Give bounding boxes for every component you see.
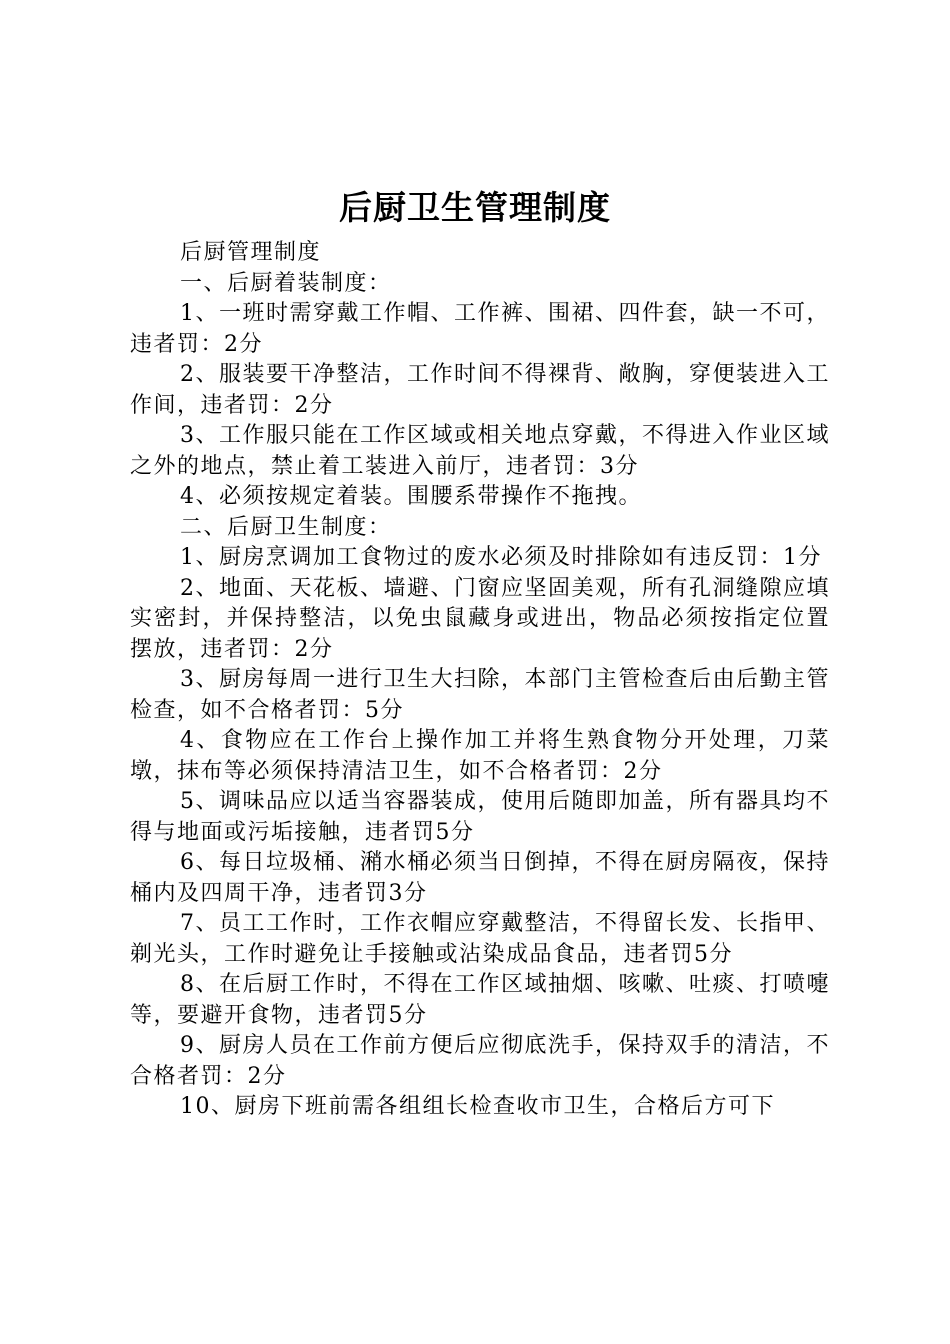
paragraph: 10、厨房下班前需各组组长检查收市卫生，合格后方可下 [180, 1094, 775, 1119]
paragraph: 后厨管理制度 [180, 240, 322, 265]
document-title: 后厨卫生管理制度 [339, 188, 611, 227]
document-body [130, 238, 830, 1123]
paragraph: 3、工作服只能在工作区域或相关地点穿戴，不得进入作业区域之外的地点，禁止着工装进入前厅，违者罚：3分 [130, 423, 830, 479]
paragraph: 二、后厨卫生制度： [180, 514, 392, 540]
paragraph: 5、调味品应以适当容器装成，使用后随即加盖，所有器具均不得与地面或污垢接触，违者罚5分 [130, 789, 830, 845]
paragraph: 4、必须按规定着装。围腰系带操作不拖拽。 [180, 484, 642, 509]
paragraph: 7、员工工作时，工作衣帽应穿戴整洁，不得留长发、长指甲、剃光头，工作时避免让手接触或沾染成品食品，违者罚5分 [130, 911, 830, 967]
paragraph: 2、地面、天花板、墙避、门窗应坚固美观，所有孔洞缝隙应填实密封，并保持整洁，以免虫鼠藏身或进出，物品必须按指定位置摆放，违者罚：2分 [130, 575, 830, 662]
paragraph: 2、服装要干净整洁，工作时间不得裸背、敞胸，穿便装进入工作间，违者罚：2分 [130, 362, 830, 418]
paragraph: 9、厨房人员在工作前方便后应彻底洗手，保持双手的清洁，不合格者罚：2分 [130, 1033, 830, 1089]
paragraph: 1、一班时需穿戴工作帽、工作裤、围裙、四件套，缺一不可，违者罚：2分 [130, 301, 830, 357]
paragraph: 3、厨房每周一进行卫生大扫除，本部门主管检查后由后勤主管检查，如不合格者罚：5分 [130, 667, 830, 723]
paragraph: 8、在后厨工作时，不得在工作区域抽烟、咳嗽、吐痰、打喷嚏等，要避开食物，违者罚5分 [130, 972, 830, 1028]
paragraph: 一、后厨着装制度： [180, 270, 392, 296]
paragraph: 6、每日垃圾桶、潲水桶必须当日倒掉，不得在厨房隔夜，保持桶内及四周干净，违者罚3分 [130, 850, 830, 906]
paragraph: 1、厨房烹调加工食物过的废水必须及时排除如有违反罚：1分 [180, 545, 822, 570]
paragraph: 4、食物应在工作台上操作加工并将生熟食物分开处理，刀菜墩，抹布等必须保持清洁卫生，如不合格者罚：2分 [130, 728, 830, 784]
